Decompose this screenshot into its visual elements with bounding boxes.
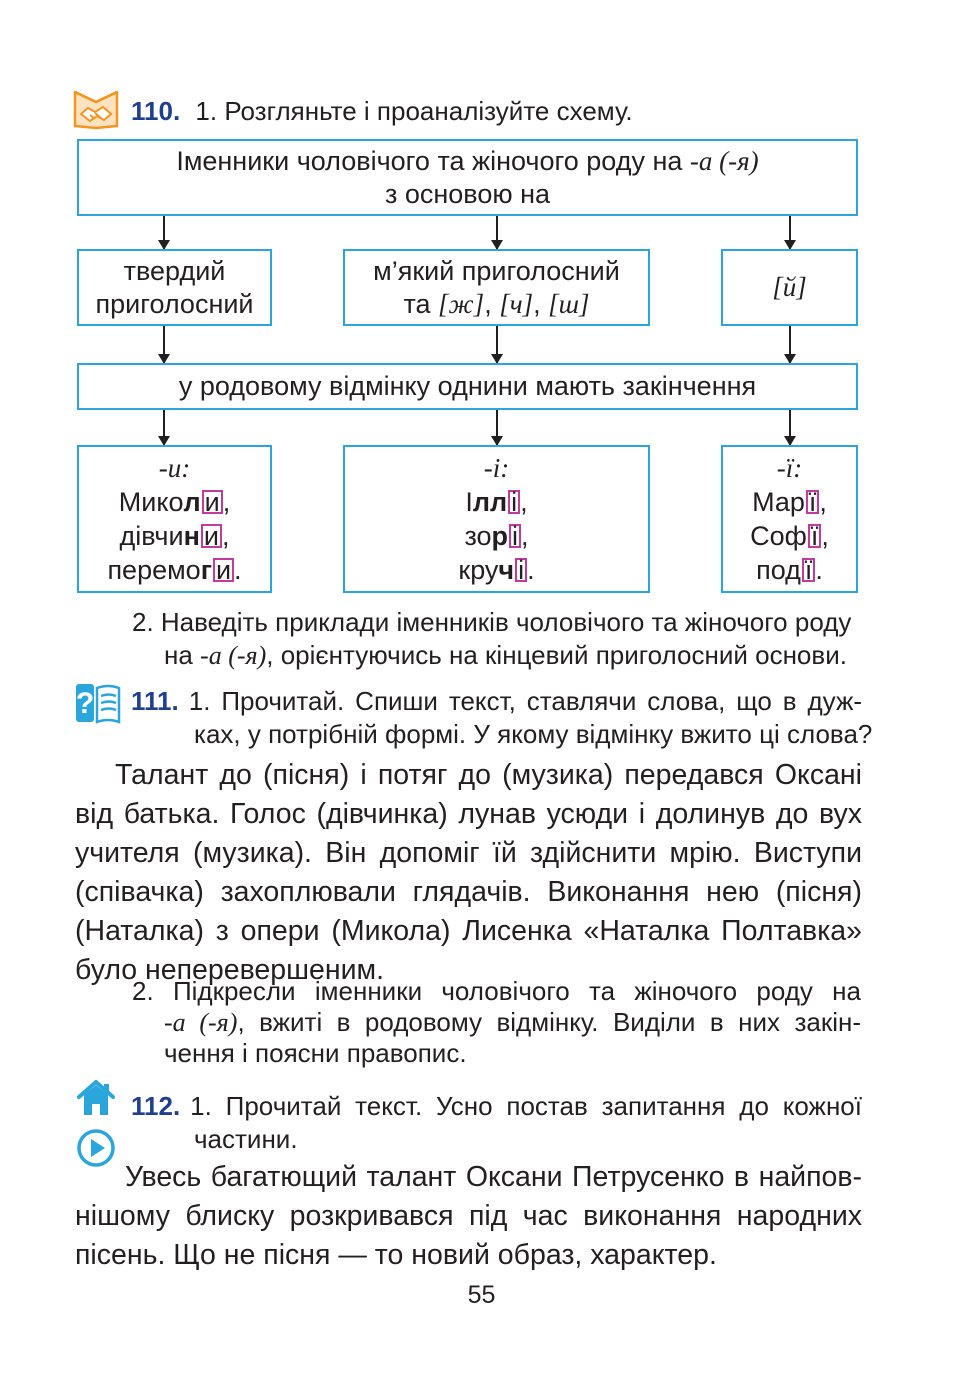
example-word: дівчин и , — [119, 521, 230, 551]
exercise-110-prompt: 1. Розгляньте і проаналізуйте схему. — [195, 96, 633, 126]
sound-ch: [ч] — [499, 288, 534, 319]
ending-frame: ї — [802, 558, 816, 582]
example-word: Соф ї , — [750, 521, 829, 551]
scheme-result-yi — [721, 445, 858, 593]
arrow-down — [163, 216, 165, 249]
scheme-top-ending: -а (-я) — [689, 145, 759, 176]
page-number: 55 — [467, 1281, 496, 1309]
ending-frame: и — [202, 490, 223, 514]
sound-y: [й] — [772, 272, 807, 302]
branch-hard-line2: приголосний — [95, 288, 254, 319]
ending-frame: і — [508, 490, 520, 514]
handshake-icon — [73, 88, 119, 130]
exercise-112-text: Увесь багатющий талант Оксани Петрусенко в найпов- нішому блиску розкривався під час виконання народних пісень. Що не пісня — то новий образ, характер. — [75, 1161, 862, 1271]
arrow-down — [496, 326, 498, 363]
ending-frame: ї — [808, 524, 822, 548]
scheme-middle-box — [77, 363, 858, 410]
arrow-down — [496, 410, 498, 445]
exercise-number-112: 112. — [131, 1091, 181, 1121]
ending-frame: і — [509, 524, 521, 548]
arrow-down — [789, 410, 791, 445]
question-book-icon — [75, 682, 121, 724]
scheme-branch-soft: м’який приголосний та [ж], [ч], [ш] — [343, 249, 650, 326]
scheme-top-text-2: з основою на — [384, 178, 551, 209]
arrow-down — [163, 410, 165, 445]
scheme-result-y — [77, 445, 272, 593]
sound-zh: [ж] — [438, 288, 485, 319]
exercise-110-task2: 2. Наведіть приклади іменників чоловічого та жіночого роду на -а (-я), орієнтуючись на кінцевий приголосний основи. — [132, 607, 852, 670]
example-word: круч і . — [458, 555, 535, 585]
example-word: Ілл і , — [465, 487, 528, 517]
ending-label: -і: — [483, 453, 510, 483]
exercise-number-110: 110. — [131, 96, 181, 126]
svg-text:?: ? — [75, 687, 95, 720]
arrow-down — [789, 216, 791, 249]
arrow-down — [789, 326, 791, 363]
scheme-branch-hard — [77, 249, 272, 326]
example-word: Мар ї , — [752, 487, 827, 517]
scheme-branch-y — [721, 249, 858, 326]
sound-sh: [ш] — [548, 288, 590, 319]
branch-soft-line1: м’який приголосний — [373, 255, 620, 286]
ending-frame: и — [213, 558, 234, 582]
ending-frame: и — [201, 524, 222, 548]
branch-soft-and: та — [403, 288, 439, 319]
scheme-middle-text: у родовому відмінку однини мають закінчення — [178, 371, 757, 401]
exercise-111-text: Талант до (пісня) і потяг до (музика) передався Оксані від батька. Голос (дівчинка) лунав усюди і долинув до вух учителя (музика). Він допоміг їй здійснити мрію. Виступи (співачка) захоплювали глядачів. Виконання нею (пісня) (Наталка) з опери (Микола) Лисенка «Наталка Полтавка» було неперевершеним. — [75, 759, 862, 986]
exercise-number-111: 111. — [131, 686, 179, 716]
example-word: перемог и . — [107, 555, 242, 585]
ending-label: -и: — [158, 453, 191, 483]
ending-frame: і — [515, 558, 527, 582]
scheme-top-box — [77, 139, 858, 216]
branch-hard-line1: твердий — [123, 255, 226, 286]
exercise-111-task2: 2. Підкресли іменники чоловічого та жіночого роду на -а (-я), вжиті в родовому відмінку. Виділи в них закін- чення і поясни правопис. — [132, 976, 861, 1068]
home-icon — [77, 1080, 115, 1116]
example-word: Микол и , — [118, 487, 231, 517]
exercise-112-task1: 112. 1. Прочитай текст. Усно постав запитання до кожної частини. — [131, 1091, 862, 1154]
arrow-down — [163, 326, 165, 363]
exercise-111-task1: 111. 1. Прочитай. Спиши текст, ставлячи слова, що в дуж- ках, у потрібній формі. У якому відмінку вжито ці слова? — [131, 686, 873, 749]
scheme-top-text: Іменники чоловічого та жіночого роду на — [176, 145, 690, 176]
ending-label: -ї: — [776, 453, 803, 483]
scheme-result-i — [343, 445, 650, 593]
arrow-down — [496, 216, 498, 249]
ending-frame: ї — [806, 490, 820, 514]
example-word: под ї . — [756, 555, 823, 585]
example-word: зор і , — [464, 521, 529, 551]
